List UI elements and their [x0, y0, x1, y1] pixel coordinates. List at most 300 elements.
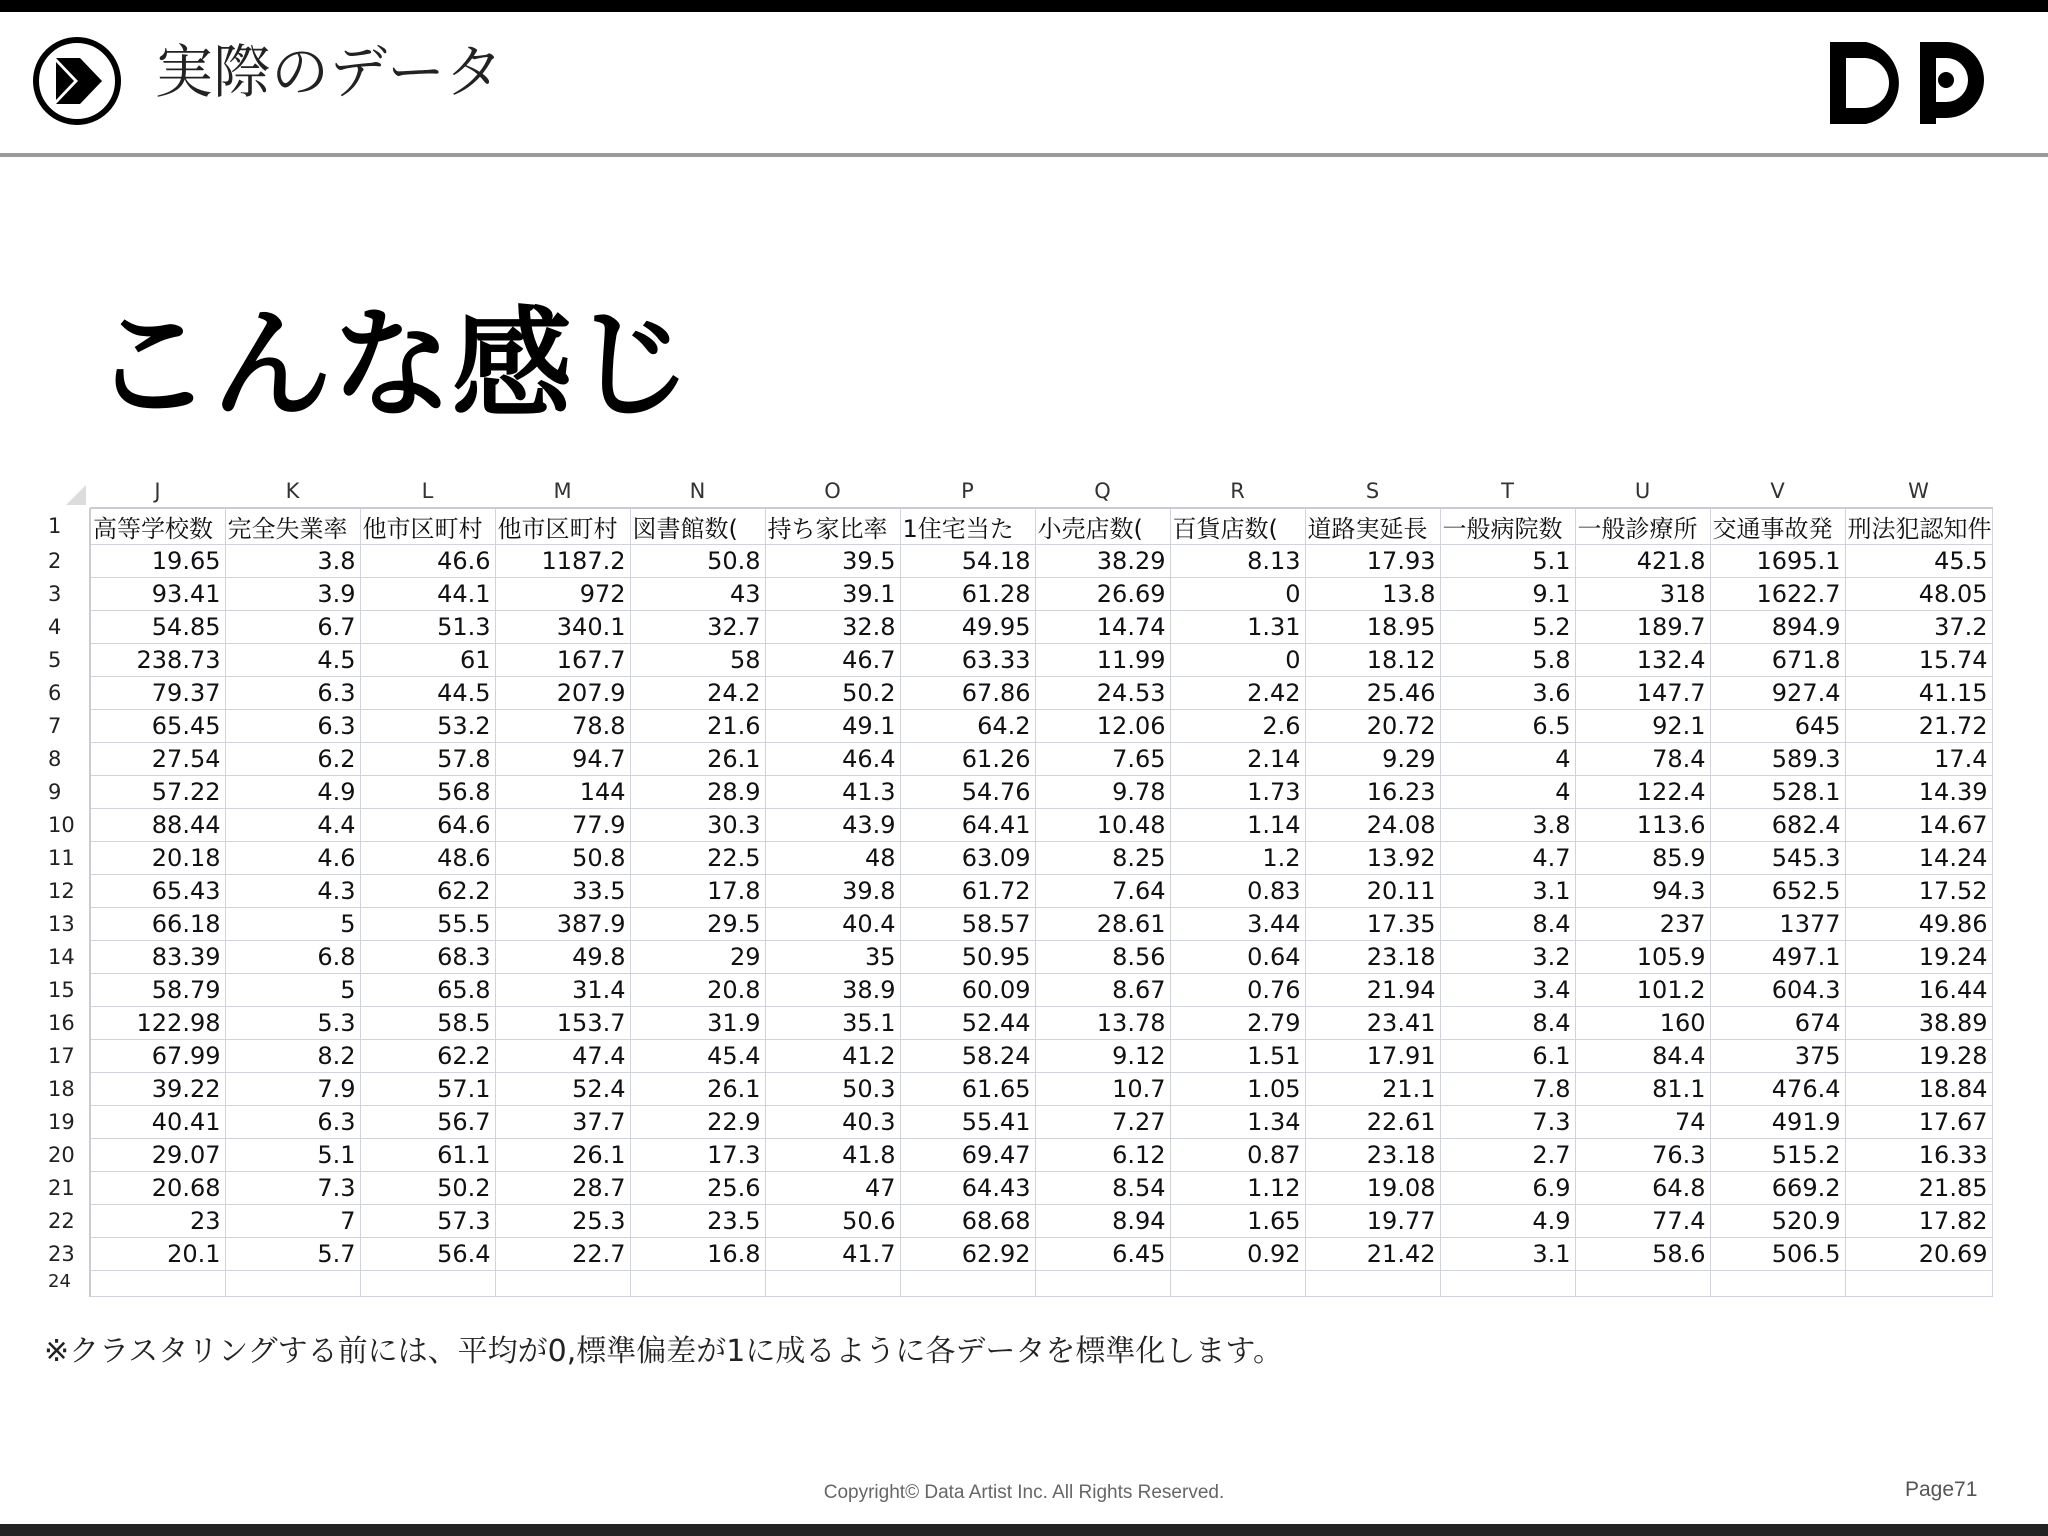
cell[interactable]: 3.6 [1440, 677, 1575, 710]
cell[interactable]: 8.2 [225, 1040, 360, 1073]
column-header-T[interactable]: T [1440, 475, 1575, 508]
cell[interactable]: 0 [1170, 578, 1305, 611]
cell[interactable]: 5.7 [225, 1238, 360, 1271]
cell-header[interactable]: 道路実延長 [1305, 508, 1440, 545]
cell[interactable]: 50.8 [630, 545, 765, 578]
cell[interactable]: 340.1 [495, 611, 630, 644]
cell[interactable]: 22.7 [495, 1238, 630, 1271]
cell[interactable]: 54.18 [900, 545, 1035, 578]
cell[interactable]: 2.79 [1170, 1007, 1305, 1040]
cell[interactable]: 17.4 [1845, 743, 1992, 776]
cell[interactable]: 10.7 [1035, 1073, 1170, 1106]
cell[interactable]: 671.8 [1710, 644, 1845, 677]
cell[interactable]: 49.8 [495, 941, 630, 974]
cell[interactable]: 16.23 [1305, 776, 1440, 809]
cell-header[interactable]: 百貨店数( [1170, 508, 1305, 545]
cell[interactable]: 61.28 [900, 578, 1035, 611]
cell[interactable]: 22.61 [1305, 1106, 1440, 1139]
cell[interactable]: 132.4 [1575, 644, 1710, 677]
cell[interactable]: 29.5 [630, 908, 765, 941]
cell[interactable] [1575, 1271, 1710, 1297]
cell[interactable]: 6.3 [225, 677, 360, 710]
cell[interactable]: 67.99 [90, 1040, 225, 1073]
cell[interactable]: 14.24 [1845, 842, 1992, 875]
cell[interactable]: 23 [90, 1205, 225, 1238]
cell[interactable]: 24.08 [1305, 809, 1440, 842]
cell[interactable]: 21.94 [1305, 974, 1440, 1007]
cell[interactable]: 153.7 [495, 1007, 630, 1040]
cell[interactable]: 20.18 [90, 842, 225, 875]
cell[interactable]: 28.7 [495, 1172, 630, 1205]
cell[interactable]: 4.7 [1440, 842, 1575, 875]
row-number[interactable]: 5 [44, 644, 90, 677]
cell[interactable]: 50.2 [765, 677, 900, 710]
cell-header[interactable]: 一般病院数 [1440, 508, 1575, 545]
cell[interactable]: 58 [630, 644, 765, 677]
cell[interactable]: 50.3 [765, 1073, 900, 1106]
cell[interactable]: 4.5 [225, 644, 360, 677]
cell[interactable]: 66.18 [90, 908, 225, 941]
cell[interactable]: 105.9 [1575, 941, 1710, 974]
cell[interactable]: 7.3 [225, 1172, 360, 1205]
cell[interactable]: 28.9 [630, 776, 765, 809]
cell[interactable]: 9.29 [1305, 743, 1440, 776]
cell[interactable]: 64.8 [1575, 1172, 1710, 1205]
cell[interactable]: 122.98 [90, 1007, 225, 1040]
cell[interactable]: 35.1 [765, 1007, 900, 1040]
cell[interactable]: 6.12 [1035, 1139, 1170, 1172]
select-all-corner[interactable] [44, 475, 90, 508]
cell[interactable]: 2.42 [1170, 677, 1305, 710]
cell[interactable]: 19.77 [1305, 1205, 1440, 1238]
cell[interactable]: 47.4 [495, 1040, 630, 1073]
cell[interactable] [495, 1271, 630, 1297]
cell[interactable] [1035, 1271, 1170, 1297]
column-header-J[interactable]: J [90, 475, 225, 508]
cell[interactable]: 64.2 [900, 710, 1035, 743]
cell[interactable]: 74 [1575, 1106, 1710, 1139]
column-header-N[interactable]: N [630, 475, 765, 508]
cell[interactable]: 160 [1575, 1007, 1710, 1040]
row-number[interactable]: 24 [44, 1271, 90, 1297]
row-number[interactable]: 7 [44, 710, 90, 743]
cell[interactable]: 37.7 [495, 1106, 630, 1139]
cell[interactable]: 48.6 [360, 842, 495, 875]
cell[interactable]: 3.44 [1170, 908, 1305, 941]
cell[interactable]: 9.12 [1035, 1040, 1170, 1073]
cell[interactable]: 1.31 [1170, 611, 1305, 644]
cell[interactable]: 23.18 [1305, 1139, 1440, 1172]
cell[interactable]: 1.65 [1170, 1205, 1305, 1238]
cell[interactable]: 674 [1710, 1007, 1845, 1040]
cell[interactable]: 7.8 [1440, 1073, 1575, 1106]
cell[interactable]: 4.9 [225, 776, 360, 809]
cell[interactable] [630, 1271, 765, 1297]
cell[interactable]: 88.44 [90, 809, 225, 842]
cell[interactable] [1440, 1271, 1575, 1297]
cell[interactable]: 0.76 [1170, 974, 1305, 1007]
cell[interactable]: 18.95 [1305, 611, 1440, 644]
cell[interactable]: 67.86 [900, 677, 1035, 710]
cell[interactable]: 44.5 [360, 677, 495, 710]
cell[interactable] [765, 1271, 900, 1297]
cell[interactable]: 2.14 [1170, 743, 1305, 776]
cell[interactable]: 167.7 [495, 644, 630, 677]
cell[interactable]: 8.54 [1035, 1172, 1170, 1205]
cell[interactable]: 38.9 [765, 974, 900, 1007]
cell[interactable]: 14.67 [1845, 809, 1992, 842]
cell-header[interactable]: 刑法犯認知件 [1845, 508, 1992, 545]
cell[interactable]: 41.2 [765, 1040, 900, 1073]
cell[interactable]: 652.5 [1710, 875, 1845, 908]
cell[interactable]: 51.3 [360, 611, 495, 644]
cell[interactable]: 49.86 [1845, 908, 1992, 941]
cell[interactable]: 6.3 [225, 710, 360, 743]
cell[interactable]: 669.2 [1710, 1172, 1845, 1205]
cell[interactable]: 39.1 [765, 578, 900, 611]
cell[interactable]: 17.8 [630, 875, 765, 908]
cell[interactable]: 21.72 [1845, 710, 1992, 743]
cell[interactable]: 24.2 [630, 677, 765, 710]
cell[interactable]: 10.48 [1035, 809, 1170, 842]
cell[interactable]: 40.3 [765, 1106, 900, 1139]
cell[interactable]: 19.65 [90, 545, 225, 578]
cell[interactable]: 57.22 [90, 776, 225, 809]
cell[interactable]: 21.85 [1845, 1172, 1992, 1205]
column-header-Q[interactable]: Q [1035, 475, 1170, 508]
cell[interactable]: 318 [1575, 578, 1710, 611]
cell[interactable]: 19.08 [1305, 1172, 1440, 1205]
cell[interactable]: 45.5 [1845, 545, 1992, 578]
cell[interactable]: 3.1 [1440, 1238, 1575, 1271]
cell[interactable]: 17.93 [1305, 545, 1440, 578]
cell[interactable]: 21.1 [1305, 1073, 1440, 1106]
cell[interactable]: 18.84 [1845, 1073, 1992, 1106]
cell[interactable]: 3.9 [225, 578, 360, 611]
row-number[interactable]: 1 [44, 508, 90, 545]
cell[interactable]: 927.4 [1710, 677, 1845, 710]
cell[interactable]: 26.1 [630, 743, 765, 776]
cell[interactable]: 972 [495, 578, 630, 611]
cell[interactable]: 19.24 [1845, 941, 1992, 974]
cell[interactable]: 8.25 [1035, 842, 1170, 875]
cell[interactable]: 207.9 [495, 677, 630, 710]
cell[interactable] [1710, 1271, 1845, 1297]
cell[interactable]: 17.52 [1845, 875, 1992, 908]
cell-header[interactable]: 高等学校数 [90, 508, 225, 545]
cell[interactable]: 7.64 [1035, 875, 1170, 908]
cell[interactable]: 25.46 [1305, 677, 1440, 710]
cell[interactable]: 78.4 [1575, 743, 1710, 776]
cell[interactable]: 39.5 [765, 545, 900, 578]
cell[interactable]: 68.3 [360, 941, 495, 974]
cell[interactable]: 19.28 [1845, 1040, 1992, 1073]
cell[interactable]: 3.8 [225, 545, 360, 578]
cell[interactable]: 63.33 [900, 644, 1035, 677]
column-header-R[interactable]: R [1170, 475, 1305, 508]
cell[interactable]: 45.4 [630, 1040, 765, 1073]
cell[interactable]: 1.73 [1170, 776, 1305, 809]
cell[interactable]: 20.11 [1305, 875, 1440, 908]
cell[interactable]: 61.72 [900, 875, 1035, 908]
column-header-P[interactable]: P [900, 475, 1035, 508]
cell[interactable]: 5 [225, 974, 360, 1007]
cell[interactable]: 46.4 [765, 743, 900, 776]
cell[interactable]: 22.9 [630, 1106, 765, 1139]
row-number[interactable]: 22 [44, 1205, 90, 1238]
cell[interactable]: 38.89 [1845, 1007, 1992, 1040]
cell[interactable]: 53.2 [360, 710, 495, 743]
row-number[interactable]: 17 [44, 1040, 90, 1073]
cell[interactable]: 14.39 [1845, 776, 1992, 809]
cell[interactable]: 29.07 [90, 1139, 225, 1172]
cell[interactable]: 21.42 [1305, 1238, 1440, 1271]
cell[interactable]: 79.37 [90, 677, 225, 710]
cell[interactable]: 56.4 [360, 1238, 495, 1271]
cell[interactable]: 58.6 [1575, 1238, 1710, 1271]
cell[interactable]: 64.6 [360, 809, 495, 842]
cell[interactable]: 520.9 [1710, 1205, 1845, 1238]
cell[interactable]: 1187.2 [495, 545, 630, 578]
row-number[interactable]: 10 [44, 809, 90, 842]
cell[interactable]: 76.3 [1575, 1139, 1710, 1172]
cell[interactable]: 32.7 [630, 611, 765, 644]
cell[interactable]: 31.9 [630, 1007, 765, 1040]
cell[interactable]: 37.2 [1845, 611, 1992, 644]
cell[interactable]: 31.4 [495, 974, 630, 1007]
cell[interactable]: 41.7 [765, 1238, 900, 1271]
cell[interactable]: 52.4 [495, 1073, 630, 1106]
cell[interactable]: 2.7 [1440, 1139, 1575, 1172]
cell[interactable]: 17.91 [1305, 1040, 1440, 1073]
column-header-S[interactable]: S [1305, 475, 1440, 508]
cell[interactable]: 50.6 [765, 1205, 900, 1238]
cell[interactable]: 50.95 [900, 941, 1035, 974]
cell[interactable]: 4.4 [225, 809, 360, 842]
cell[interactable]: 387.9 [495, 908, 630, 941]
cell[interactable] [1845, 1271, 1992, 1297]
cell[interactable]: 1377 [1710, 908, 1845, 941]
cell-header[interactable]: 1住宅当た [900, 508, 1035, 545]
cell[interactable] [900, 1271, 1035, 1297]
cell[interactable]: 56.8 [360, 776, 495, 809]
cell[interactable]: 77.9 [495, 809, 630, 842]
cell[interactable]: 84.4 [1575, 1040, 1710, 1073]
cell[interactable]: 5 [225, 908, 360, 941]
column-header-L[interactable]: L [360, 475, 495, 508]
cell[interactable]: 58.24 [900, 1040, 1035, 1073]
row-number[interactable]: 18 [44, 1073, 90, 1106]
cell[interactable]: 8.4 [1440, 908, 1575, 941]
cell[interactable]: 48.05 [1845, 578, 1992, 611]
cell-header[interactable]: 他市区町村 [360, 508, 495, 545]
cell[interactable] [1305, 1271, 1440, 1297]
cell[interactable]: 61.1 [360, 1139, 495, 1172]
cell[interactable]: 17.67 [1845, 1106, 1992, 1139]
cell[interactable]: 476.4 [1710, 1073, 1845, 1106]
cell[interactable]: 11.99 [1035, 644, 1170, 677]
cell[interactable]: 44.1 [360, 578, 495, 611]
cell[interactable]: 46.6 [360, 545, 495, 578]
cell[interactable]: 515.2 [1710, 1139, 1845, 1172]
cell[interactable]: 1.51 [1170, 1040, 1305, 1073]
cell[interactable]: 12.06 [1035, 710, 1170, 743]
cell[interactable]: 13.92 [1305, 842, 1440, 875]
cell[interactable]: 20.69 [1845, 1238, 1992, 1271]
cell[interactable]: 7.3 [1440, 1106, 1575, 1139]
cell[interactable]: 375 [1710, 1040, 1845, 1073]
row-number[interactable]: 13 [44, 908, 90, 941]
cell[interactable]: 61.26 [900, 743, 1035, 776]
cell-header[interactable]: 一般診療所 [1575, 508, 1710, 545]
cell[interactable]: 61.65 [900, 1073, 1035, 1106]
cell[interactable]: 4.3 [225, 875, 360, 908]
cell[interactable]: 2.6 [1170, 710, 1305, 743]
cell[interactable]: 23.18 [1305, 941, 1440, 974]
cell[interactable]: 0.87 [1170, 1139, 1305, 1172]
cell[interactable]: 39.22 [90, 1073, 225, 1106]
cell[interactable]: 7.9 [225, 1073, 360, 1106]
cell[interactable]: 78.8 [495, 710, 630, 743]
cell[interactable]: 545.3 [1710, 842, 1845, 875]
row-number[interactable]: 9 [44, 776, 90, 809]
row-number[interactable]: 11 [44, 842, 90, 875]
cell[interactable]: 6.9 [1440, 1172, 1575, 1205]
cell[interactable]: 62.2 [360, 1040, 495, 1073]
row-number[interactable]: 15 [44, 974, 90, 1007]
cell[interactable]: 4.6 [225, 842, 360, 875]
cell[interactable]: 17.82 [1845, 1205, 1992, 1238]
cell[interactable]: 4 [1440, 776, 1575, 809]
cell[interactable]: 64.41 [900, 809, 1035, 842]
cell[interactable]: 25.3 [495, 1205, 630, 1238]
cell[interactable]: 20.1 [90, 1238, 225, 1271]
column-header-U[interactable]: U [1575, 475, 1710, 508]
cell[interactable]: 6.7 [225, 611, 360, 644]
row-number[interactable]: 20 [44, 1139, 90, 1172]
cell[interactable]: 5.8 [1440, 644, 1575, 677]
column-header-M[interactable]: M [495, 475, 630, 508]
cell[interactable]: 22.5 [630, 842, 765, 875]
cell[interactable]: 16.8 [630, 1238, 765, 1271]
cell[interactable]: 20.68 [90, 1172, 225, 1205]
cell[interactable]: 62.2 [360, 875, 495, 908]
cell[interactable]: 1.34 [1170, 1106, 1305, 1139]
cell[interactable]: 25.6 [630, 1172, 765, 1205]
cell[interactable]: 69.47 [900, 1139, 1035, 1172]
cell[interactable]: 41.3 [765, 776, 900, 809]
cell[interactable]: 60.09 [900, 974, 1035, 1007]
cell[interactable]: 5.2 [1440, 611, 1575, 644]
cell[interactable]: 0.64 [1170, 941, 1305, 974]
cell[interactable]: 85.9 [1575, 842, 1710, 875]
cell[interactable]: 49.1 [765, 710, 900, 743]
cell[interactable]: 5.1 [1440, 545, 1575, 578]
cell[interactable]: 147.7 [1575, 677, 1710, 710]
cell[interactable]: 50.2 [360, 1172, 495, 1205]
column-header-V[interactable]: V [1710, 475, 1845, 508]
cell[interactable]: 3.8 [1440, 809, 1575, 842]
cell[interactable]: 4 [1440, 743, 1575, 776]
cell[interactable]: 5.1 [225, 1139, 360, 1172]
cell[interactable]: 65.8 [360, 974, 495, 1007]
cell[interactable]: 64.43 [900, 1172, 1035, 1205]
cell[interactable]: 54.85 [90, 611, 225, 644]
cell[interactable]: 528.1 [1710, 776, 1845, 809]
cell-header[interactable]: 他市区町村 [495, 508, 630, 545]
cell[interactable]: 58.5 [360, 1007, 495, 1040]
cell[interactable] [225, 1271, 360, 1297]
cell[interactable]: 894.9 [1710, 611, 1845, 644]
cell[interactable]: 13.8 [1305, 578, 1440, 611]
column-header-O[interactable]: O [765, 475, 900, 508]
cell[interactable]: 38.29 [1035, 545, 1170, 578]
cell[interactable]: 1.2 [1170, 842, 1305, 875]
column-header-W[interactable]: W [1845, 475, 1992, 508]
cell[interactable]: 20.8 [630, 974, 765, 1007]
cell-header[interactable]: 持ち家比率 [765, 508, 900, 545]
cell[interactable]: 8.56 [1035, 941, 1170, 974]
cell[interactable]: 65.43 [90, 875, 225, 908]
cell[interactable]: 39.8 [765, 875, 900, 908]
cell[interactable]: 8.4 [1440, 1007, 1575, 1040]
cell[interactable]: 113.6 [1575, 809, 1710, 842]
cell[interactable]: 0.92 [1170, 1238, 1305, 1271]
cell[interactable]: 122.4 [1575, 776, 1710, 809]
cell[interactable]: 93.41 [90, 578, 225, 611]
row-number[interactable]: 12 [44, 875, 90, 908]
cell[interactable]: 1622.7 [1710, 578, 1845, 611]
cell[interactable]: 81.1 [1575, 1073, 1710, 1106]
cell[interactable]: 21.6 [630, 710, 765, 743]
cell[interactable]: 24.53 [1035, 677, 1170, 710]
cell[interactable]: 46.7 [765, 644, 900, 677]
cell[interactable]: 9.1 [1440, 578, 1575, 611]
cell[interactable]: 497.1 [1710, 941, 1845, 974]
cell[interactable]: 4.9 [1440, 1205, 1575, 1238]
cell[interactable]: 0.83 [1170, 875, 1305, 908]
cell[interactable]: 56.7 [360, 1106, 495, 1139]
cell[interactable]: 6.3 [225, 1106, 360, 1139]
cell[interactable]: 29 [630, 941, 765, 974]
cell[interactable]: 6.2 [225, 743, 360, 776]
cell[interactable]: 63.09 [900, 842, 1035, 875]
cell[interactable]: 101.2 [1575, 974, 1710, 1007]
cell[interactable]: 421.8 [1575, 545, 1710, 578]
cell[interactable]: 6.5 [1440, 710, 1575, 743]
cell[interactable]: 83.39 [90, 941, 225, 974]
cell[interactable]: 92.1 [1575, 710, 1710, 743]
cell[interactable]: 491.9 [1710, 1106, 1845, 1139]
cell[interactable]: 18.12 [1305, 644, 1440, 677]
cell[interactable]: 40.4 [765, 908, 900, 941]
cell[interactable]: 5.3 [225, 1007, 360, 1040]
cell-header[interactable]: 図書館数( [630, 508, 765, 545]
cell[interactable]: 20.72 [1305, 710, 1440, 743]
row-number[interactable]: 6 [44, 677, 90, 710]
cell[interactable]: 6.8 [225, 941, 360, 974]
cell[interactable]: 1.05 [1170, 1073, 1305, 1106]
cell[interactable]: 13.78 [1035, 1007, 1170, 1040]
cell[interactable]: 35 [765, 941, 900, 974]
cell[interactable]: 1.14 [1170, 809, 1305, 842]
cell[interactable]: 26.69 [1035, 578, 1170, 611]
cell[interactable]: 682.4 [1710, 809, 1845, 842]
cell[interactable]: 57.1 [360, 1073, 495, 1106]
cell[interactable]: 48 [765, 842, 900, 875]
row-number[interactable]: 19 [44, 1106, 90, 1139]
cell-header[interactable]: 完全失業率 [225, 508, 360, 545]
